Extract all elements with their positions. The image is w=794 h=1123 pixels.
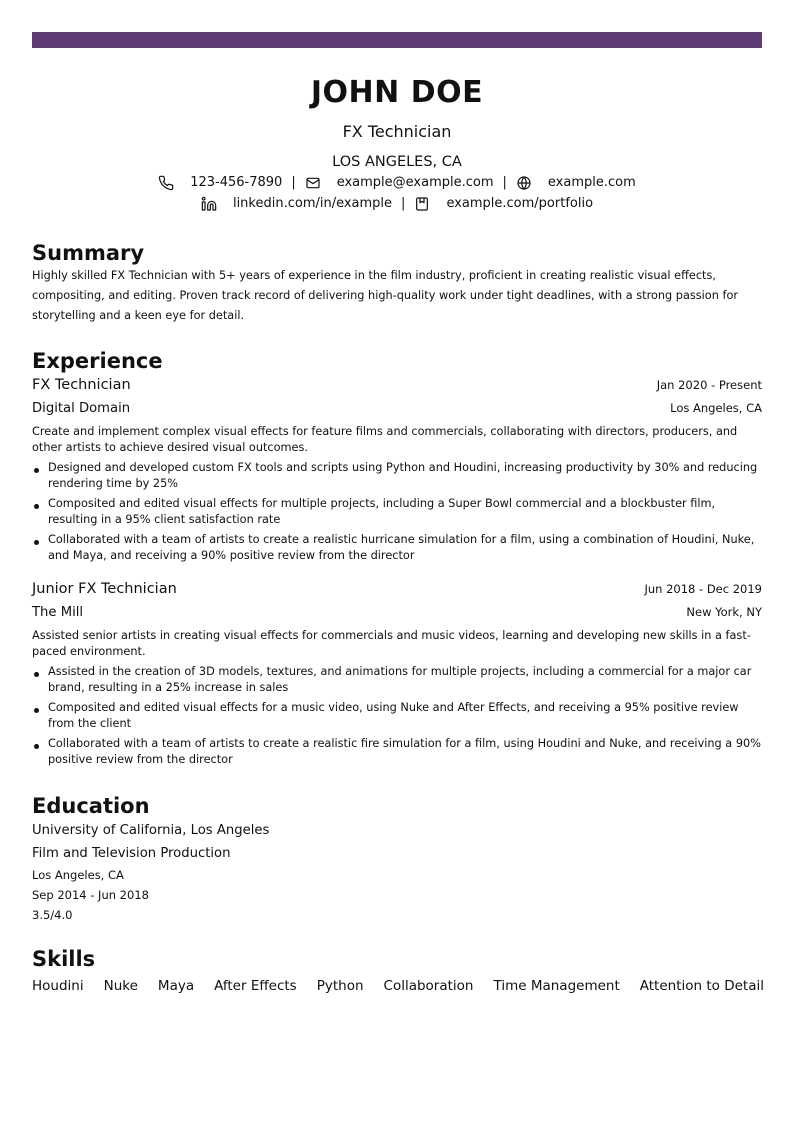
job-company: Digital Domain: [32, 401, 131, 416]
education-dates: Sep 2014 - Jun 2018: [32, 888, 149, 902]
phone-icon: [158, 175, 174, 191]
accent-bar: [32, 32, 762, 48]
skills-section: [32, 946, 762, 996]
portfolio-link[interactable]: example.com/portfolio: [446, 196, 594, 211]
linkedin-link[interactable]: linkedin.com/in/example: [232, 196, 393, 211]
email-icon: [305, 175, 321, 191]
skill-item: Attention to Detail: [639, 978, 764, 994]
summary-text: Highly skilled FX Technician with 5+ years of experience in the film industry, proficient in creating realistic visual effects, compositing, and editing. Proven track record of delivering high-quality work under tight deadlines, with a strong passion for storytelling and a keen eye for detail.: [32, 269, 738, 322]
list-item: Designed and developed custom FX tools and scripts using Python and Houdini, increasing productivity by 30% and reducing rendering time by 25%: [32, 460, 762, 492]
skills-list: [32, 976, 762, 996]
list-item: Composited and edited visual effects for a music video, using Nuke and After Effects, and receiving a 95% positive review from the client: [32, 700, 762, 732]
website-link[interactable]: example.com: [547, 175, 636, 190]
phone-number[interactable]: 123-456-7890: [190, 175, 283, 190]
list-item: Composited and edited visual effects for multiple projects, including a Super Bowl commercial and a blockbuster film, resulting in a 95% client satisfaction rate: [32, 496, 762, 528]
resume-header: [32, 72, 762, 213]
experience-heading: Experience: [32, 349, 163, 373]
linkedin-icon: [201, 196, 217, 212]
candidate-location: LOS ANGELES, CA: [332, 154, 462, 170]
globe-icon: [516, 175, 532, 191]
portfolio-icon: [414, 196, 430, 212]
contact-separator: |: [291, 175, 296, 190]
job-entry: [32, 374, 762, 564]
job-description: Create and implement complex visual effects for feature films and commercials, collaborating with directors, producers, and other artists to achieve desired visual outcomes.: [32, 425, 738, 454]
job-role: FX Technician: [342, 122, 452, 141]
skill-item: Houdini: [32, 978, 84, 994]
job-dates: Jan 2020 - Present: [656, 378, 762, 392]
job-title: FX Technician: [32, 377, 131, 393]
list-item: Collaborated with a team of artists to create a realistic fire simulation for a film, using Houdini and Nuke, and receiving a 90% positive review from the director: [32, 736, 762, 768]
education-location: Los Angeles, CA: [32, 868, 124, 882]
skill-item: Maya: [157, 978, 195, 994]
summary-section: [32, 240, 762, 326]
job-description: Assisted senior artists in creating visual effects for commercials and music videos, learning and developing new skills in a fast-paced environment.: [32, 629, 751, 658]
list-item: Collaborated with a team of artists to create a realistic hurricane simulation for a film, using a combination of Houdini, Nuke, and Maya, and receiving a 90% positive review from the director: [32, 532, 762, 564]
job-bullets: [32, 664, 762, 768]
skills-heading: Skills: [32, 947, 96, 971]
job-title: Junior FX Technician: [32, 581, 177, 597]
job-entry: [32, 578, 762, 768]
contact-row-primary: [32, 174, 762, 192]
education-school: University of California, Los Angeles: [32, 823, 270, 838]
job-location: New York, NY: [686, 605, 762, 619]
skill-item: Nuke: [103, 978, 138, 994]
list-item: Assisted in the creation of 3D models, textures, and animations for multiple projects, including a commercial for a major car brand, resulting in a 25% increase in sales: [32, 664, 762, 696]
skill-item: Collaboration: [383, 978, 474, 994]
skill-item: Python: [316, 978, 364, 994]
skill-item: Time Management: [493, 978, 620, 994]
skill-item: After Effects: [214, 978, 297, 994]
education-gpa: 3.5/4.0: [32, 908, 73, 922]
education-heading: Education: [32, 794, 150, 818]
contact-row-secondary: [32, 195, 762, 213]
job-location: Los Angeles, CA: [670, 401, 762, 415]
contact-separator: |: [502, 175, 507, 190]
summary-heading: Summary: [32, 241, 145, 265]
education-degree: Film and Television Production: [32, 846, 231, 861]
candidate-name: JOHN DOE: [310, 75, 484, 110]
education-section: [32, 793, 762, 925]
email-link[interactable]: example@example.com: [336, 175, 494, 190]
contact-separator: |: [401, 196, 406, 211]
job-company: The Mill: [32, 605, 84, 620]
job-dates: Jun 2018 - Dec 2019: [644, 582, 762, 596]
job-bullets: [32, 460, 762, 564]
experience-section: [32, 348, 762, 772]
